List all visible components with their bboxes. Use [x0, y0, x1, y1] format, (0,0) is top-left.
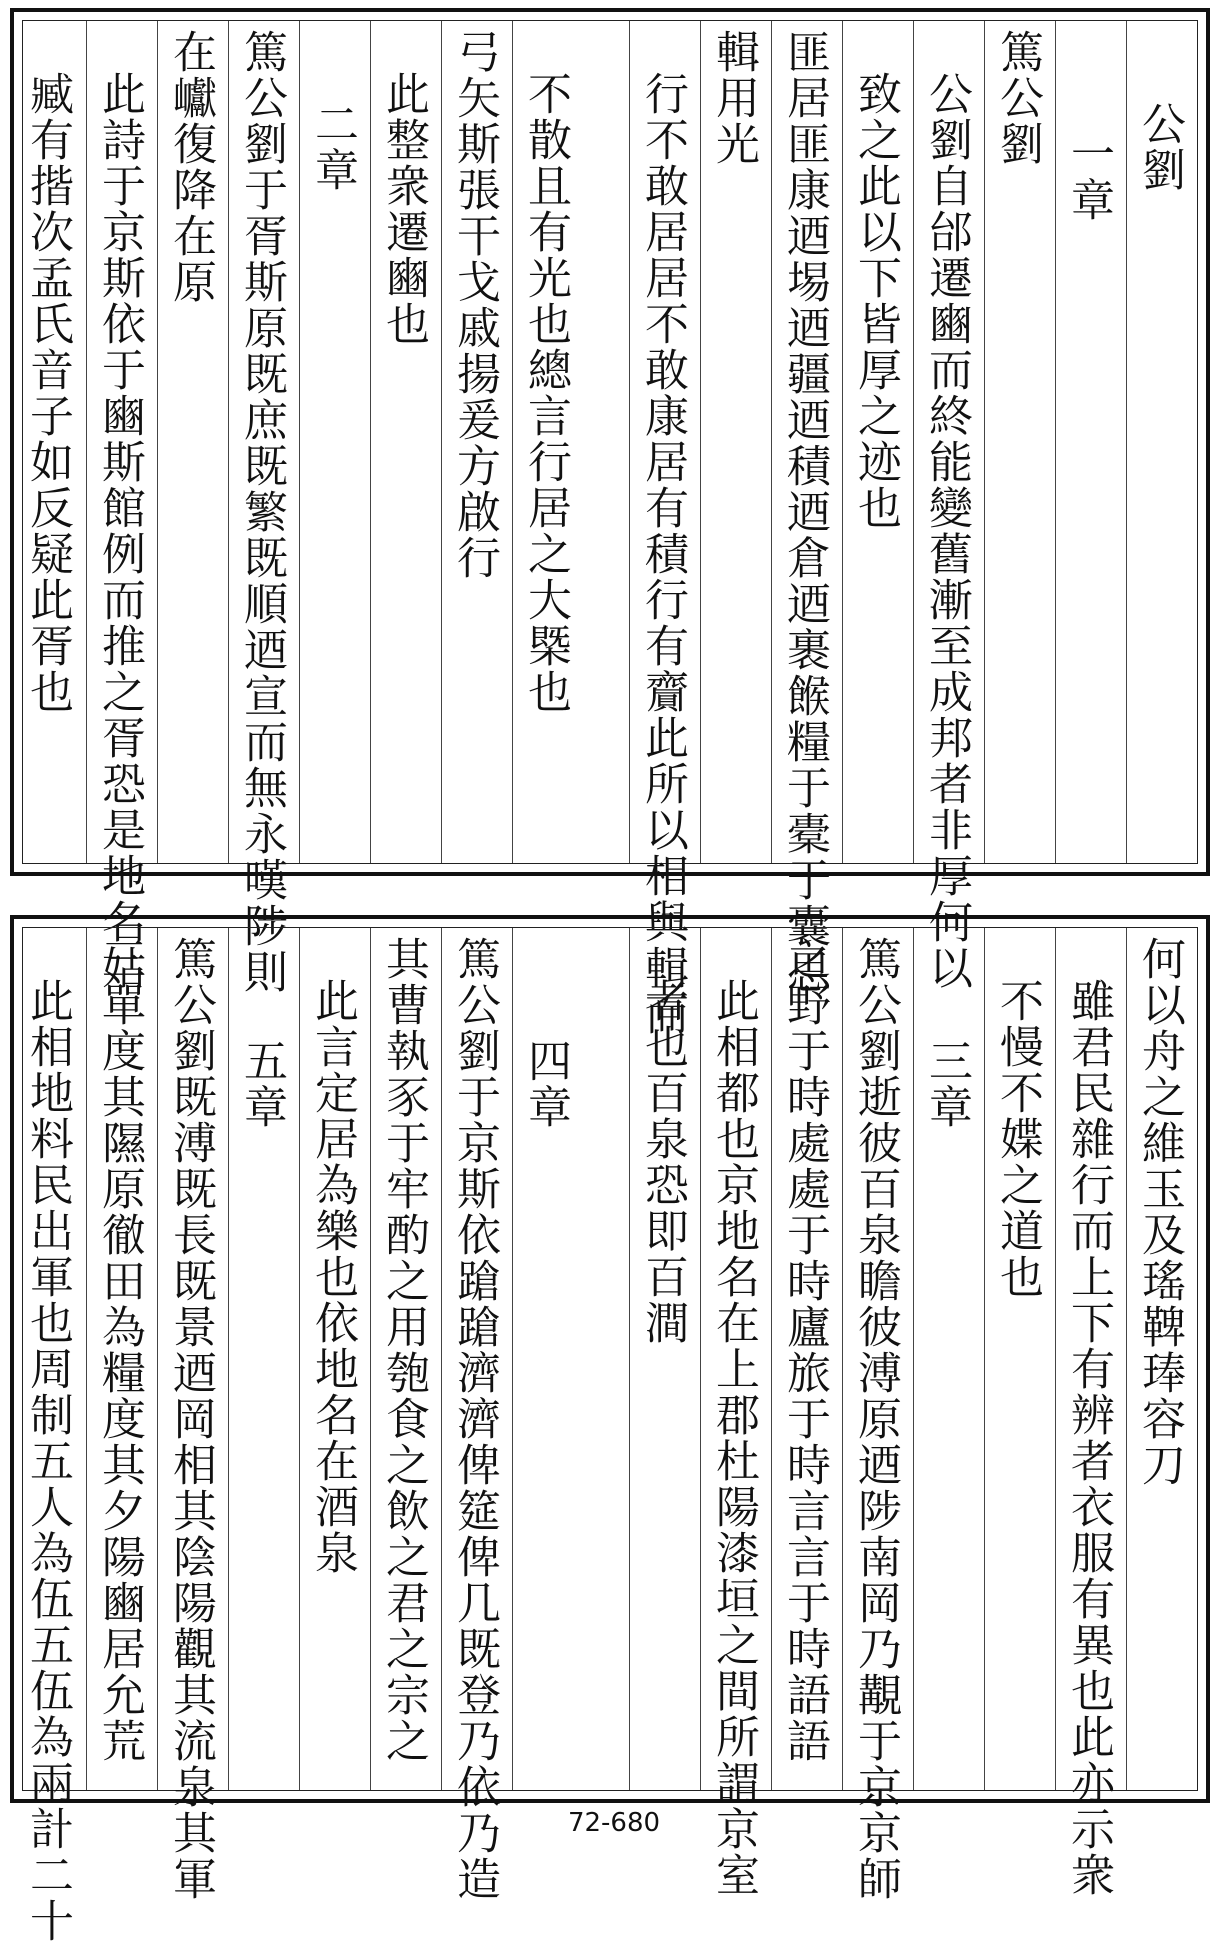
text-column [228, 21, 300, 995]
column-text: 者也百泉恐即百澗 [637, 978, 688, 1346]
text-column [700, 21, 772, 863]
column-text: 匪居匪康迺埸迺疆迺積迺倉迺裹餱糧于橐于囊思 [779, 29, 830, 995]
text-column [86, 928, 158, 1790]
text-column [913, 928, 985, 1790]
top-page-frame [22, 20, 1198, 1037]
column-text: 行不敢居居不敢康居有積行有齎此所以相與輯而 [637, 71, 688, 1037]
text-column [299, 21, 371, 863]
text-column [984, 21, 1056, 863]
column-text: 篤公劉既溥既長既景迺岡相其陰陽觀其流泉其軍 [165, 936, 216, 1902]
column-text: 篤公劉于胥斯原既庶既繁既順迺宣而無永嘆陟則 [236, 29, 287, 995]
text-column [984, 928, 1056, 1790]
column-text: 公劉自邰遷豳而終能變舊漸至成邦者非厚何以 [921, 71, 972, 991]
column-text: 此相都也京地名在上郡杜陽漆垣之間所謂京室 [708, 978, 759, 1898]
column-text: 篤公劉 [992, 29, 1043, 167]
text-column [370, 21, 442, 863]
text-column [629, 928, 701, 1790]
column-text: 公劉 [1134, 101, 1185, 193]
text-column [771, 928, 843, 1790]
column-text: 何以舟之維玉及瑤鞞琫容刀 [1134, 936, 1185, 1488]
text-column [1055, 928, 1127, 1898]
column-text: 輯用光 [708, 29, 759, 167]
column-text: 之野于時處處于時廬旅于時言言于時語語 [779, 936, 830, 1764]
column-text: 雖君民雜行而上下有辨者衣服有異也此亦示衆 [1063, 978, 1114, 1898]
text-column [512, 21, 584, 863]
text-column [157, 21, 229, 863]
column-text: 臧有揩次孟氏音子如反疑此胥也 [22, 71, 73, 715]
column-text: 此相地料民出軍也周制五人為伍五伍為兩計二十 [22, 978, 73, 1944]
column-text: 致之此以下皆厚之迹也 [850, 71, 901, 531]
text-column [299, 928, 371, 1790]
text-column [441, 21, 513, 863]
column-text: 此言定居為樂也依地名在酒泉 [307, 978, 358, 1576]
column-text: 三單度其隰原徹田為糧度其夕陽豳居允荒 [94, 936, 145, 1764]
column-text: 五章 [236, 1038, 287, 1130]
text-column [842, 928, 914, 1902]
top-page [10, 8, 1210, 1037]
column-text: 其曹執豕于牢酌之用匏食之飲之君之宗之 [378, 936, 429, 1764]
column-text: 三章 [921, 1038, 972, 1130]
text-column [842, 21, 914, 863]
text-column [441, 928, 513, 1902]
text-column [157, 928, 229, 1902]
column-text: 不散且有光也總言行居之大槩也 [520, 71, 571, 715]
text-column [86, 21, 158, 991]
text-column [629, 21, 701, 1037]
column-text: 在巘復降在原 [165, 29, 216, 305]
column-text: 篤公劉于京斯依蹌蹌濟濟俾筵俾几既登乃依乃造 [449, 936, 500, 1902]
column-text: 不慢不媟之道也 [992, 978, 1043, 1300]
text-column [1055, 21, 1127, 863]
column-text: 此整衆遷豳也 [378, 71, 429, 347]
text-column [1126, 928, 1198, 1790]
column-text: 弓矢斯張干戈戚揚爰方啟行 [449, 29, 500, 581]
text-column [1126, 21, 1198, 863]
text-column [771, 21, 843, 995]
column-text: 二章 [307, 101, 358, 193]
column-text: 此詩于京斯依于豳斯館例而推之胥恐是地名姑 [94, 71, 145, 991]
text-column [913, 21, 985, 991]
text-column [370, 928, 442, 1790]
text-column [512, 928, 584, 1790]
column-text: 一章 [1063, 131, 1114, 223]
text-column [228, 928, 300, 1790]
text-column [700, 928, 772, 1898]
page-number: 72-680 [567, 1808, 661, 1838]
text-column [15, 21, 86, 863]
column-text: 四章 [520, 1038, 571, 1130]
text-column [15, 928, 86, 1944]
column-text: 篤公劉逝彼百泉瞻彼溥原迺陟南岡乃覯于京京師 [850, 936, 901, 1902]
